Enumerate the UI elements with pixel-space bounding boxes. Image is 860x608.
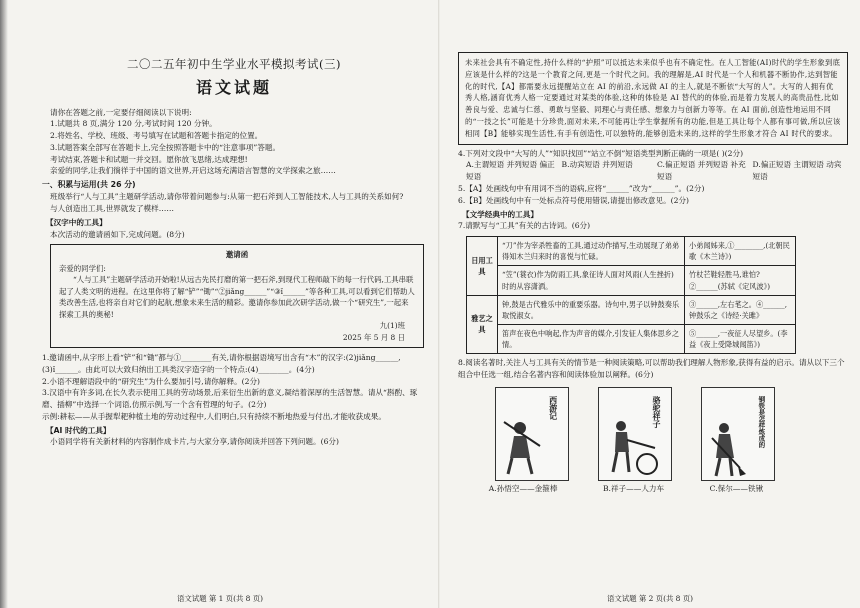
section-1-intro: 班级举行“人与工具”主题研学活动,请你带着问题参与:从第一把石斧到人工智能技术,人与工具的关系如何? bbox=[50, 192, 404, 202]
option-d: D.偏正短语 主谓短语 动宾短语 bbox=[752, 160, 842, 182]
table-category: 雅艺之具 bbox=[467, 295, 498, 354]
table-description: “笠”(蓑衣)作为防雨工具,象征诗人面对风雨(人生挫折)时的从容潇洒。 bbox=[498, 266, 685, 295]
table-answer: ⑤______,一夜征人尽望乡。(李益《夜上受降城闻笛》) bbox=[685, 324, 796, 353]
exam-title: 二〇二五年初中生学业水平模拟考试(三) bbox=[127, 57, 341, 71]
option-c: C.偏正短语 并列短语 补充短语 bbox=[657, 160, 746, 182]
pic-label-c: C.保尔——铁锹 bbox=[709, 483, 764, 493]
section-1-heading: 一、积累与运用(共 26 分) bbox=[42, 180, 136, 190]
question-7: 7.请默写与“工具”有关的古诗词。(6分) bbox=[458, 221, 591, 231]
question-4-options bbox=[458, 159, 848, 183]
table-answer: ③______,左右芼之。④______,钟鼓乐之《诗经·关雎》 bbox=[685, 295, 796, 324]
right-footer: 语文试题 第 2 页(共 8 页) bbox=[606, 593, 694, 603]
question-4: 4.下列对文段中“大写的人”“知识找回”“站立不倒”短语类型判断正确的一项是( )(2分) bbox=[458, 148, 744, 158]
illustration-steel bbox=[701, 387, 775, 481]
instruction-2: 2.将姓名、学校、班级、考号填写在试题和答题卡指定的位置。 bbox=[50, 131, 263, 141]
sub-heading-2: 【AI 时代的工具】 bbox=[46, 425, 111, 435]
illustration-caption: 钢铁是怎样炼成的 bbox=[757, 395, 766, 448]
right-page bbox=[440, 0, 860, 608]
table-category: 日用工具 bbox=[467, 237, 498, 296]
sub-1-text: 本次活动的邀请函如下,完成问题。(8分) bbox=[50, 229, 185, 239]
table-row bbox=[467, 324, 796, 353]
instruction-3: 3.试题答案全部写在答题卡上,完全按照答题卡中的“注意事项”答题。 bbox=[50, 142, 281, 152]
pic-label-a: A.孙悟空——金箍棒 bbox=[488, 483, 558, 493]
table-description: “刀”作为宰杀牲畜的工具,通过动作描写,生动展现了弟弟得知木兰归来时的喜悦与忙碌。 bbox=[498, 237, 685, 266]
instruction-1: 1.试题共 8 页,满分 120 分,考试时间 120 分钟。 bbox=[50, 119, 217, 129]
illustration-journey-west bbox=[495, 387, 569, 481]
question-5: 5.【A】处画线句中有用词不当的语病,应将“______”改为“______”。(2分) bbox=[458, 183, 705, 193]
question-2: 2.小语不理解语段中的“研究生”为什么要加引号,请你解释。(2分) bbox=[42, 376, 261, 386]
question-3-example: 示例:耕耘——从手握犁耙种植土地的劳动过程中,人们明白,只有持续不断地热爱与付出,才能收获成果。 bbox=[42, 411, 386, 421]
table-description: 钟,鼓是古代雅乐中的重要乐器。诗句中,男子以钟鼓奏乐取悦淑女。 bbox=[498, 295, 685, 324]
sub-heading-3: 【文学经典中的工具】 bbox=[462, 209, 538, 219]
invitation-date: 2025 年 5 月 8 日 bbox=[342, 332, 405, 342]
invitation-body: “人与工具”主题研学活动开始啦!从远古先民打磨的第一把石斧,到现代工程师敲下的每一行代码,工具串联起了人类文明的进程。在这里你将了解“铲”“锄”“②jiǎng______”“③ǐ______”等各种工具,可以看到它们帮助人类改善生活,也将亲自对它们的起航,想象未来生活的精彩。邀请你参加此次研学活动,做一个“研究生”,一起来探索工具的奥秘! bbox=[59, 275, 415, 319]
question-8: 8.阅读名著时,关注人与工具有关的情节是一种阅读策略,可以帮助我们理解人物形象,获得有益的启示。请从以下三个组合中任选一组,结合名著内容和阅读体验加以阐释。(6分) bbox=[458, 358, 845, 380]
instructions-intro: 请你在答题之前,一定要仔细阅读以下说明: bbox=[50, 107, 192, 117]
illustration-caption: 骆驼祥子 bbox=[651, 395, 662, 428]
table-description: 笛声在夜色中响起,作为声音的媒介,引发征人集体思乡之情。 bbox=[498, 324, 685, 353]
question-1: 1.邀请函中,从字形上看“铲”和“锄”都与①________有关,请你根据语境写出含有“木”的汉字:(2)jiǎng______,(3)ǐ______。由此可以大致归纳出工具类汉字造字的一个特点:(4)________。(4分) bbox=[42, 353, 401, 374]
motto: 考试结束,答题卡和试题一并交回。愿你放飞思绪,达成理想! bbox=[50, 154, 248, 164]
invitation-greeting: 亲爱的同学们: bbox=[59, 263, 106, 273]
invitation-class: 九(1)班 bbox=[379, 321, 405, 331]
question-3: 3.汉语中有许多词,在长久表示使用工具的劳动场景,后来衍生出新的意义,凝结着深厚的生活智慧。请从“斟酌、琢磨、插柳”中选择一个词语,仿照示例,写一个含有哲理的句子。(2分) bbox=[42, 388, 418, 410]
pic-label-b: B.祥子——人力车 bbox=[602, 483, 665, 493]
table-row bbox=[467, 266, 796, 295]
table-row bbox=[467, 237, 796, 266]
table-answer: 小弟闻姊来,①________,(北朝民歌《木兰诗》) bbox=[685, 237, 796, 266]
table-row bbox=[467, 295, 796, 324]
question-6: 6.【B】处画线句中有一处标点符号使用错误,请提出修改意见。(2分) bbox=[458, 195, 690, 205]
poetry-table bbox=[466, 236, 796, 354]
illustration-labels bbox=[466, 483, 786, 495]
illustration-caption: 西游记 bbox=[548, 395, 559, 420]
option-b: B.动宾短语 并列短语 bbox=[561, 160, 633, 170]
illustration-camel-xiangzi bbox=[598, 387, 672, 481]
sub-heading-1: 【汉字中的工具】 bbox=[46, 217, 107, 227]
passage-box: 未来社会具有不确定性,持什么样的“护照”可以抵达未来似乎也有不确定性。在人工智能(AI)时代的学生形象到底应该是什么样的?这是一个教育之问,更是一个时代之问。我的理解是,AI 时代是一个人和机器不断协作,达到智能化的时代,【A】都需要永远提醒站立在 AI 的前沿,永远做 AI 的主人,就是不断依“大写的人”。大写的人拥有优秀人格,涵育优秀人格一定要通过对某类的体验,这种的体验是 AI 替代的的体验,而是着力发展人的高贵品性,比如善良与爱、忠诚与仁慈、勇敢与坚毅、同理心与责任感、想象力与创新力等等。在 AI 面前,创造性地运用不同的“一技之长”可能是十分珍贵,面对未来,不可能再让学生掌握所有的功能,但是工具让每个人都有事可做,所以应该相同【B】能够实现生活性,有手有创造性,可以独特的,能够创造未来的,这样的学生形象才符合 AI 时代的要求。 bbox=[458, 52, 848, 145]
left-footer: 语文试题 第 1 页(共 8 页) bbox=[176, 593, 264, 603]
subject-title: 语文试题 bbox=[195, 77, 272, 97]
sub-2-text: 小语同学将有关新材料的内容制作成卡片,与大家分享,请你阅读并回答下列问题。(6分) bbox=[50, 437, 339, 447]
illustrations bbox=[480, 387, 790, 481]
invitation-box bbox=[50, 244, 424, 348]
intro-hint: 亲爱的同学,让我们徜徉于中国的语文世界,开启这场充满语言智慧的文学探索之旅…… bbox=[50, 166, 336, 176]
invitation-title: 邀请函 bbox=[225, 250, 249, 260]
section-1-motto: 与人创造出工具,世界就发了模样…… bbox=[50, 204, 174, 214]
table-answer: 竹杖芒鞋轻胜马,谁怕?②______(苏轼《定风波》) bbox=[685, 266, 796, 295]
option-a: A.主谓短语 并列短语 偏正短语 bbox=[466, 160, 555, 182]
